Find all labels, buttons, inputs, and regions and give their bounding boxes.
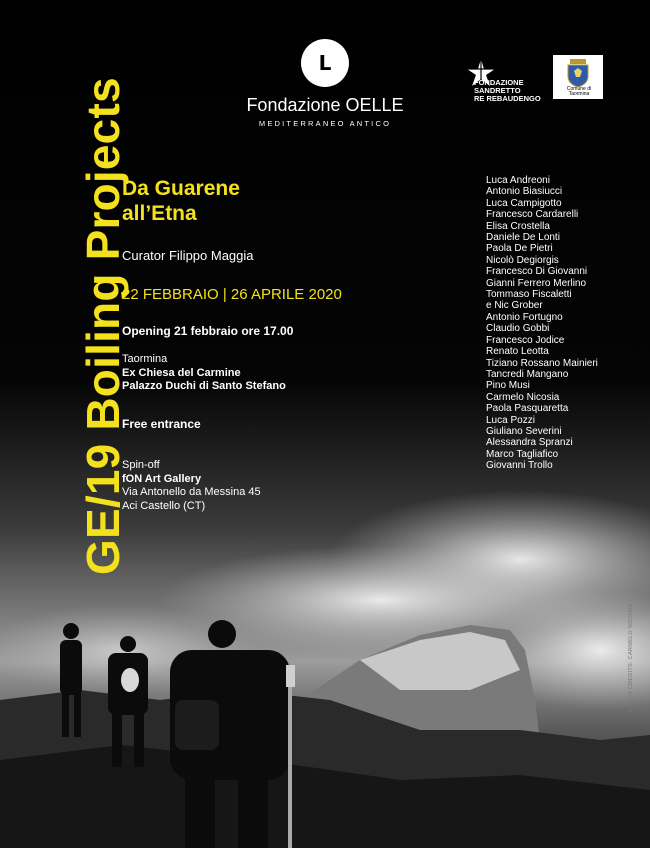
partner-line-1: FONDAZIONE: [474, 78, 524, 87]
artist-name: Giovanni Trollo: [486, 460, 553, 472]
coat-of-arms-icon: [566, 59, 590, 87]
artist-name: Antonio Fortugno: [486, 311, 563, 323]
entrance-info: Free entrance: [122, 417, 201, 431]
artist-name: Francesco Di Giovanni: [486, 266, 588, 278]
artist-name: Paola Pasquaretta: [486, 403, 569, 415]
artist-name: Tommaso Fiscaletti: [486, 289, 572, 301]
artist-name: Carmelo Nicosia: [486, 391, 560, 403]
artist-name: Francesco Cardarelli: [486, 209, 579, 221]
artist-name: Luca Campigotto: [486, 197, 562, 209]
partner-line-2: SANDRETTO: [474, 86, 521, 95]
foundation-logo-mark: L: [301, 39, 349, 87]
venue-city: Taormina: [122, 353, 168, 365]
artist-name: Paola De Pietri: [486, 243, 553, 255]
artist-name: Tancredi Mangano: [486, 368, 569, 380]
artist-name: Luca Pozzi: [486, 414, 535, 426]
artist-name: Claudio Gobbi: [486, 323, 550, 335]
spin-off-gallery: fON Art Gallery: [122, 472, 202, 485]
artist-name: Alessandra Spranzi: [486, 437, 573, 449]
curator: Curator Filippo Maggia: [122, 248, 254, 263]
partner-name: [474, 79, 558, 103]
opening-info: Opening 21 febbraio ore 17.00: [122, 324, 294, 338]
partner-line-3: RE REBAUDENGO: [474, 94, 541, 103]
artist-name: Marco Tagliafico: [486, 448, 559, 460]
artist-name: Antonio Biasiucci: [486, 186, 563, 198]
municipality-caption: Comune di Taormina: [566, 86, 592, 97]
artist-name: Tiziano Rossano Mainieri: [486, 357, 598, 369]
spin-off-city: Aci Castello (CT): [122, 499, 206, 512]
artist-name: Daniele De Lonti: [486, 232, 560, 244]
spin-off-label: Spin-off: [122, 459, 160, 471]
artist-name: Luca Andreoni: [486, 175, 550, 186]
series-title: GE/19 Boiling Projects: [77, 77, 129, 575]
artist-name: Pino Musi: [486, 380, 530, 392]
exhibition-title-line-2: all’Etna: [122, 202, 197, 225]
photo-credit: PHOTO CREDITS: CARMELO NICOSIA: [628, 603, 634, 712]
exhibition-dates: 22 FEBBRAIO | 26 APRILE 2020: [122, 286, 342, 303]
artist-name: e Nic Grober: [486, 300, 543, 312]
artist-name: Renato Leotta: [486, 346, 549, 358]
artist-list: [486, 175, 598, 472]
exhibition-title: [122, 176, 240, 226]
artist-name: Francesco Jodice: [486, 334, 565, 346]
artist-name: Giuliano Severini: [486, 425, 562, 437]
foundation-name: Fondazione OELLE: [246, 95, 404, 115]
artist-name: Gianni Ferrero Merlino: [486, 277, 587, 289]
venue-name: Ex Chiesa del Carmine: [122, 367, 241, 379]
artist-name: Nicolò Degiorgis: [486, 254, 559, 266]
spin-off-block: [122, 459, 261, 513]
spin-off-address: Via Antonello da Messina 45: [122, 486, 261, 498]
exhibition-title-line-1: Da Guarene: [122, 177, 240, 200]
foundation-tagline: MEDITERRANEO ANTICO: [258, 119, 392, 128]
venue-palace: Palazzo Duchi di Santo Stefano: [122, 380, 286, 392]
artist-name: Elisa Crostella: [486, 220, 550, 232]
